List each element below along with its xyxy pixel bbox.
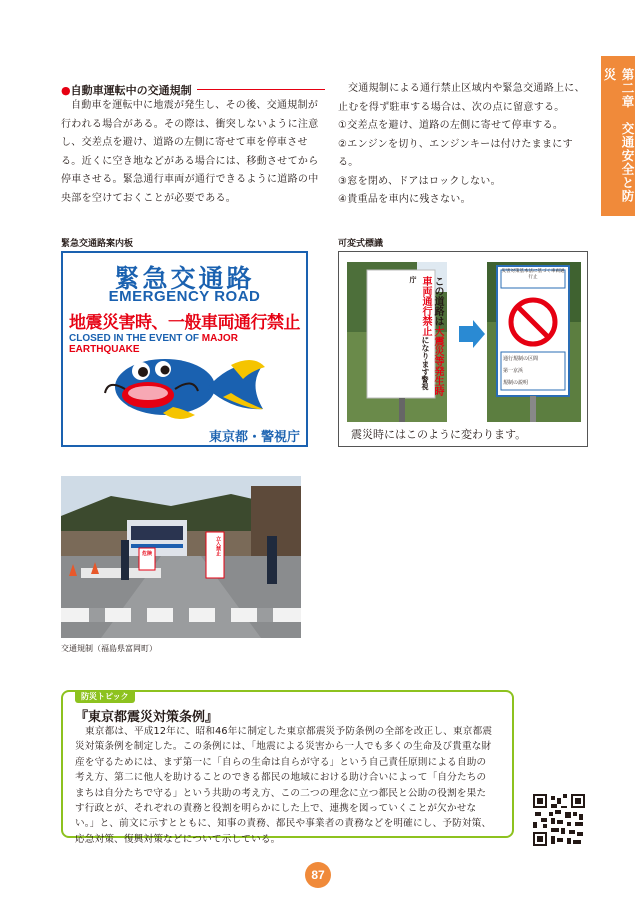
sign-title-jp: 緊急交通路 bbox=[114, 264, 255, 293]
list-item: ④貴重品を車内に残さない。 bbox=[338, 194, 471, 205]
road-closure-photo bbox=[61, 476, 301, 638]
list-item: ③窓を閉め、ドアはロックしない。 bbox=[338, 175, 501, 187]
sign-notice-jp: 地震災害時、一般車両通行禁止 bbox=[69, 313, 300, 333]
sign-notice-en-1: CLOSED IN THE EVENT OF bbox=[69, 333, 202, 344]
list-item: ①交差点を避け、道路の左側に寄せて停車する。 bbox=[338, 120, 564, 131]
list-item: ②エンジンを切り、エンジンキーは付けたままにする。 bbox=[338, 138, 573, 168]
variable-sign-note: 震災時にはこのように変わります。 bbox=[351, 428, 527, 441]
left-sign-line: になります bbox=[421, 336, 430, 376]
right-sign-line: 通行規制の区間 bbox=[503, 356, 539, 362]
right-paragraph bbox=[338, 80, 590, 210]
left-sign-line: 大震災等発生時 bbox=[432, 326, 443, 396]
left-paragraph: 自動車を運転中に地震が発生し、その後、交通規制が行われる場合がある。その際は、衝突しないように注意し、交差点を避け、道路の左側に寄せて車を停車させる。近くに空き地などがある場合には、移動させてから停車させる。緊急通行車両が通行できるように道路の中央部を空けておくことが必要である。 bbox=[61, 100, 319, 204]
qr-code-icon[interactable] bbox=[533, 794, 585, 846]
right-intro: 交通規制による通行禁止区域内や緊急交通路上に、止むを得ず駐車する場合は、次の点に留意する。 bbox=[338, 83, 585, 113]
disaster-topic-box bbox=[61, 690, 514, 845]
emergency-road-sign bbox=[61, 251, 308, 447]
right-sign-header: 災害対策基本法に基づく車両通行止 bbox=[501, 269, 565, 280]
chapter-tab: 第二章 交通安全と防災 bbox=[601, 56, 635, 216]
sign-caption: 緊急交通路案内板 bbox=[61, 239, 134, 249]
page-number: 87 bbox=[305, 862, 331, 888]
sign-title-en: EMERGENCY ROAD bbox=[108, 288, 261, 305]
right-sign-line: 規制の説明 bbox=[503, 380, 529, 386]
topic-title: 『東京都震災対策条例』 bbox=[75, 710, 219, 725]
heading-rule bbox=[197, 89, 325, 90]
topic-label: 防災トピック bbox=[75, 690, 135, 703]
variable-sign-photo bbox=[338, 251, 588, 447]
road-photo-caption: 交通規制（福島県富岡町） bbox=[61, 644, 157, 653]
topic-body: 東京都は、平成12年に、昭和46年に制定した東京都震災予防条例の全部を改正し、東京都震災対策条例を制定した。この条例には、「地震による災害から一人でも多くの生命及び貴重な財産を守るためには、まず第一に「自らの生命は自らが守る」という自己責任原則による自助の考え方、第二に他人を助けることのできる都民の地域における助け合いによって「自分たちのまちは自分たちで守る」という共助の考え方、この二つの理念に立つ都民と公助の役割を果たす行政とが、それぞれの責務と役割を明らかにした上で、連携を図っていくことが欠かせない。」と、前文に示すとともに、知事の責務、都民や事業者の責務などを明確にし、予防対策、応急対策、復興対策などについて示している。 bbox=[75, 726, 493, 845]
bullet-dot: ● bbox=[61, 84, 71, 97]
left-sign-line: 車両通行禁止 bbox=[420, 276, 431, 336]
road-sign-danger: 危険 bbox=[141, 551, 152, 557]
road-closure-illustration bbox=[61, 476, 301, 638]
sign-issuer: 東京都・警視庁 bbox=[208, 430, 300, 445]
section-heading bbox=[61, 82, 192, 98]
road-sign-no-entry: 立入禁止 bbox=[215, 536, 221, 556]
sign-notice-en-2: MAJOR EARTHQUAKE bbox=[69, 333, 238, 355]
right-sign-line: 第一京浜 bbox=[503, 368, 524, 374]
variable-sign-caption: 可変式標識 bbox=[338, 239, 384, 249]
section-heading-text: 自動車運転中の交通規制 bbox=[70, 84, 192, 97]
left-sign-line: この道路は bbox=[432, 276, 443, 326]
left-sign-line: 警視庁 bbox=[409, 276, 429, 390]
variable-left-sign-text bbox=[373, 276, 443, 396]
right-sign-lines bbox=[503, 353, 563, 389]
catfish-mascot-icon bbox=[103, 349, 273, 429]
